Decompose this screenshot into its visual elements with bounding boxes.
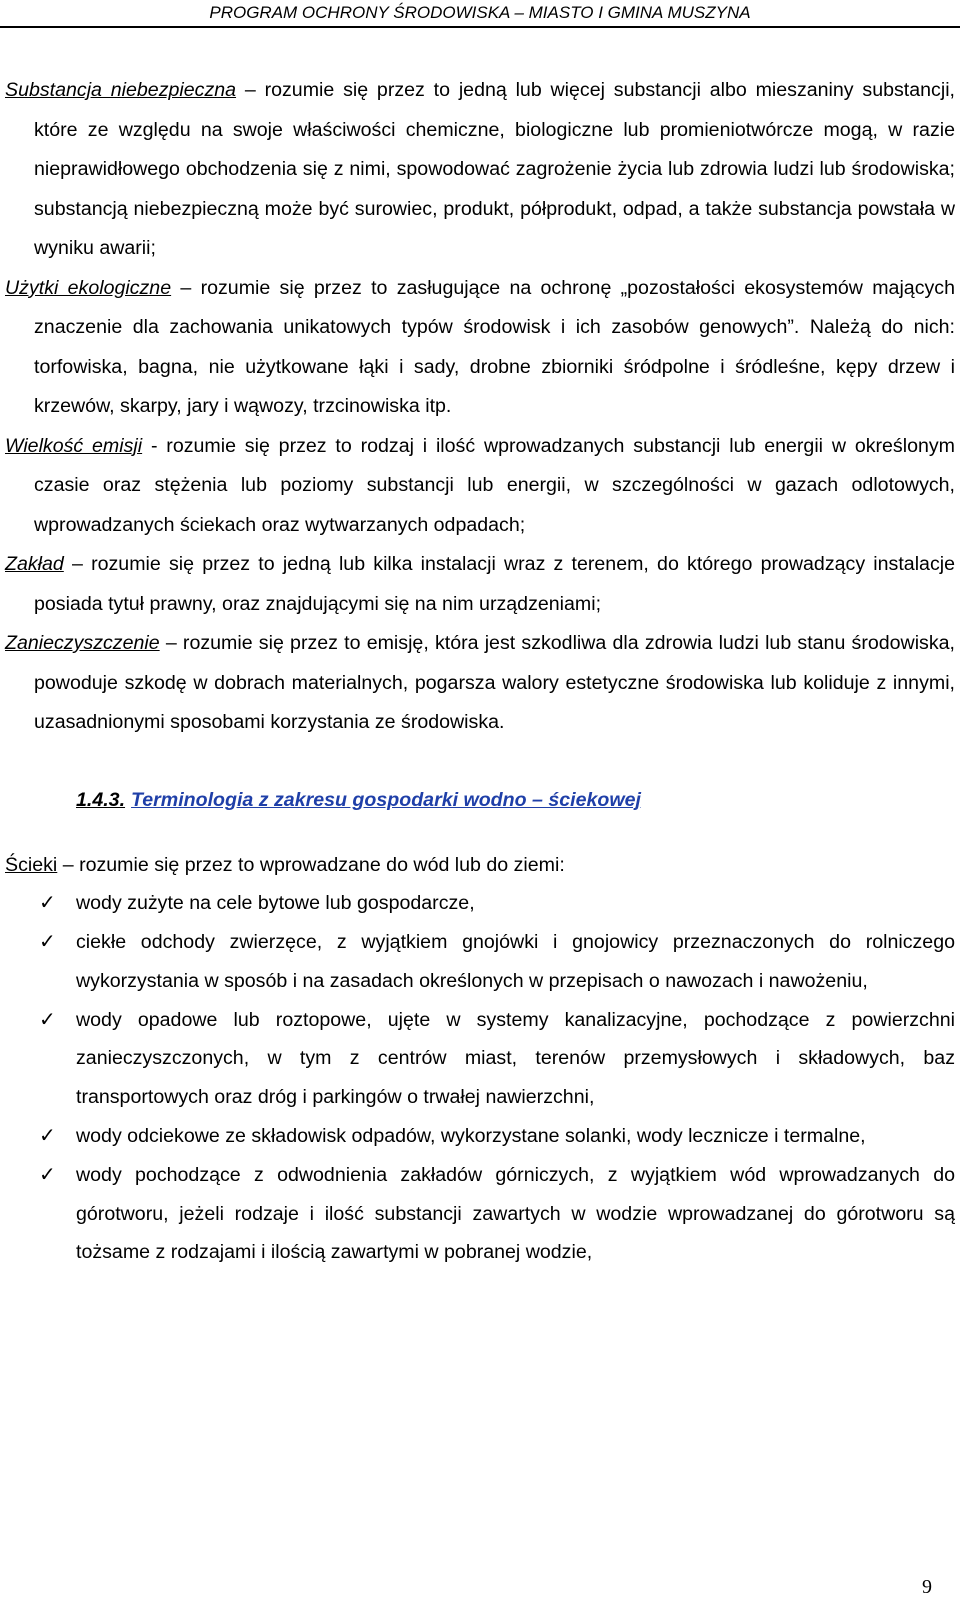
list-item-text: wody zużyte na cele bytowe lub gospodarcze, xyxy=(76,892,475,915)
definition-text: – rozumie się przez to jedną lub więcej substancji albo mieszaniny substancji, które ze względu na swoje właściwości chemiczne, biologiczne lub promieniotwórcze mogą, w razie nieprawidłowego obchodzenia się z nimi, spowodować zagrożenie życia lub zdrowia ludzi lub środowiska; substancją niebezpieczną może być surowiec, produkt, półprodukt, odpad, a także substancja powstała w wyniku awarii; xyxy=(34,79,955,259)
definition-term: Wielkość emisji xyxy=(5,434,143,457)
checkmark-icon: ✓ xyxy=(39,892,56,915)
checkmark-icon: ✓ xyxy=(39,1125,56,1148)
list-item xyxy=(5,1001,955,1117)
list-item xyxy=(5,884,955,923)
list-item-text: ciekłe odchody zwierzęce, z wyjątkiem gnojówki i gnojowicy przeznaczonych do rolniczego wykorzystania w sposób i na zasadach określonych w przepisach o nawozach i nawożeniu, xyxy=(76,931,955,992)
section-title: Terminologia z zakresu gospodarki wodno – ściekowej xyxy=(131,788,641,811)
definition-text: – rozumie się przez to zasługujące na ochronę „pozostałości ekosystemów mających znaczenie dla zachowania unikatowych typów środowisk i ich zasobów genowych”. Należą do nich: torfowiska, bagna, nie użytkowane łąki i sady, drobne zbiorniki śródpolne i śródleśne, kępy drzew i krzewów, skarpy, jary i wąwozy, trzcinowiska itp. xyxy=(34,276,955,417)
definition-term: Zakład xyxy=(5,553,64,575)
definition-zaklad xyxy=(5,545,955,624)
definition-term: Użytki ekologiczne xyxy=(5,276,172,299)
list-item-text: wody opadowe lub roztopowe, ujęte w systemy kanalizacyjne, pochodzące z powierzchni zanieczyszczonych, w tym z centrów miast, terenów przemysłowych i składowych, baz transportowych oraz dróg i parkingów o trwałej nawierzchni, xyxy=(76,1008,955,1109)
list-item-text: wody odciekowe ze składowisk odpadów, wykorzystane solanki, wody lecznicze i termalne, xyxy=(76,1125,866,1148)
definition-scieki xyxy=(5,846,955,885)
definition-term: Zanieczyszczenie xyxy=(5,632,160,654)
document-body xyxy=(5,71,955,1272)
definition-term: Ścieki xyxy=(5,853,58,876)
definition-text: - rozumie się przez to rodzaj i ilość wprowadzanych substancji lub energii w określonym czasie oraz stężenia lub poziomy substancji lub energii, w szczególności w gazach odlotowych, wprowadzanych ściekach oraz wytwarzanych odpadach; xyxy=(34,434,955,536)
page-number: 9 xyxy=(922,1576,932,1598)
section-number: 1.4.3. xyxy=(76,788,126,811)
list-item xyxy=(5,923,955,1001)
sewage-list xyxy=(5,884,955,1272)
checkmark-icon: ✓ xyxy=(39,931,56,954)
section-heading xyxy=(76,785,955,815)
checkmark-icon: ✓ xyxy=(39,1163,56,1186)
checkmark-icon: ✓ xyxy=(39,1008,56,1031)
definition-substancja xyxy=(5,71,955,269)
definition-text: – rozumie się przez to emisję, która jest szkodliwa dla zdrowia ludzi lub stanu środowiska, powoduje szkodę w dobrach materialnych, pogarsza walory estetyczne środowiska lub koliduje z innymi, uzasadnionymi sposobami korzystania ze środowiska. xyxy=(34,632,955,733)
definition-wielkosc-emisji xyxy=(5,427,955,546)
definition-text: – rozumie się przez to jedną lub kilka instalacji wraz z terenem, do którego prowadzący instalacje posiada tytuł prawny, oraz znajdującymi się na nim urządzeniami; xyxy=(34,553,955,615)
page-header: PROGRAM OCHRONY ŚRODOWISKA – MIASTO I GMINA MUSZYNA xyxy=(0,0,960,28)
definition-term: Substancja niebezpieczna xyxy=(5,79,237,101)
definition-zanieczyszczenie xyxy=(5,624,955,743)
definition-uzytki xyxy=(5,269,955,427)
list-item xyxy=(5,1117,955,1156)
list-item xyxy=(5,1156,955,1272)
list-item-text: wody pochodzące z odwodnienia zakładów górniczych, z wyjątkiem wód wprowadzanych do górotworu, jeżeli rodzaje i ilość substancji zawartych w wodzie wprowadzanej do górotworu są tożsame z rodzajami i ilością zawartymi w pobranej wodzie, xyxy=(76,1163,955,1264)
definition-text: – rozumie się przez to wprowadzane do wód lub do ziemi: xyxy=(57,853,565,876)
